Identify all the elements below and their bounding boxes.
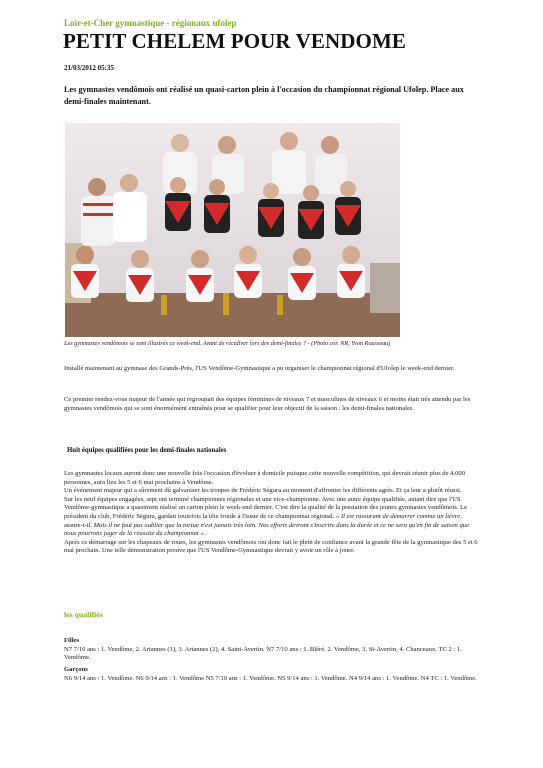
team-photo — [65, 123, 400, 337]
team-photo-illustration — [65, 123, 400, 337]
photo-caption: Les gymnastes vendômois se sont illustrés ce week-end. Avant de récidiver lors des demi-finales ? - (Photo cor. NR, Yvon Rousseau) — [64, 340, 391, 347]
body-text-2: Un événement majeur qui a sûrement dû galvaniser les troupes de Frédéric Ségura au moment d'affronter les différents agrès. Et ça leur a plutôt réussi. — [64, 487, 462, 495]
results-girls — [64, 637, 480, 663]
article-date: 21/03/2012 05:35 — [64, 64, 114, 72]
quote-part-2: Mais il ne faut pas oublier que la tortue n'est jamais très loin. Nos efforts devront s'inscrire dans la durée et ce ne sera qu'en fin de saison que nous pourrons juger de la réussite du championnat ». — [64, 521, 470, 538]
results-boys — [64, 666, 480, 683]
girls-results: N7 7/10 ans : 1. Vendôme, 2. Artannes (1), 3. Artannes (2), 4. Saint-Avertin. N7 7/10 ans : 1. Bléré, 2. Vendôme, 3. St-Avertin, 4. Chanceaux. TC 2 : 1. Vendôme. — [64, 645, 462, 662]
girls-label: Filles — [64, 637, 80, 644]
boys-results: N6 9/14 ans : 1. Vendôme. N6 9/14 ans : 1. Vendôme N5 7/10 ans : 1. Vendôme. N5 9/14 ans : 1. Vendôme. N4 9/14 ans : 1. Vendôme. N4 TC : 1. Vendôme. — [64, 674, 477, 682]
body-text-3: Sur les neuf équipes engagées, sept ont terminé championnes régionales et une vice-championne. Avec une autre équipe qualifiée, autant dire que l'US Vendôme-gymnastique a quasiment réalisé un carton plein le week-end dernier. C'est dire la qualité de la prestation des jeunes gymnastes vendômois. Le président du club, Frédéric Ségura, gardait toutefois la tête froide à l'issue de ce championnat régional. — [64, 495, 468, 520]
article-lead: Les gymnastes vendômois ont réalisé un quasi-carton plein à l'occasion du championnat régional Ufolep. Place aux demi-finales maintenant. — [64, 85, 464, 106]
boys-label: Garçons — [64, 666, 88, 673]
results-title: les qualifiés — [64, 610, 103, 619]
paragraph-body — [64, 470, 480, 556]
body-text-4: Après ce démarrage sur les chapeaux de roues, les gymnastes vendômois ont donc fait le plein de confiance avant la grande fête de la gymnastique des 5 et 6 mai prochain. Une telle démonstration prouve que l'US Vendôme-Gymnastique devrait y avoir un rôle à jouer. — [64, 538, 478, 555]
article-kicker: Loir-et-Cher gymnastique - régionaux ufolep — [64, 18, 237, 28]
quote-part-1: « Il est rassurant de démarrer comme un lièvre, — [336, 512, 462, 520]
body-text-1: Les gymnastes locaux auront donc une nouvelle fois l'occasion d'évoluer à domicile puisque cette nouvelle compétition, qui devrait réunir plus de 4.000 personnes, aura lieu les 5 et 6 mai prochains à Vendôme. — [64, 470, 466, 486]
article-subheading: Huit équipes qualifiées pour les demi-finales nationales — [67, 447, 227, 454]
article-title: PETIT CHELEM POUR VENDOME — [63, 29, 407, 53]
quote-attribution: assure-t-il. — [64, 521, 94, 529]
paragraph-context: Ce premier rendez-vous majeur de l'année qui regroupait des équipes féminines de niveaux 7 et masculines de niveaux 6 et moins était très attendu par les gymnastes vendômois qui se sont énormément entraînés pour se qualifier pour leur objectif de la saison : les demi-finales nationales. — [64, 396, 471, 412]
paragraph-intro: Installé maintenant au gymnase des Grands-Prés, l'US Vendôme-Gymnastique a pu organiser le championnat régional d'Ufolep le week-end dernier. — [64, 365, 455, 372]
